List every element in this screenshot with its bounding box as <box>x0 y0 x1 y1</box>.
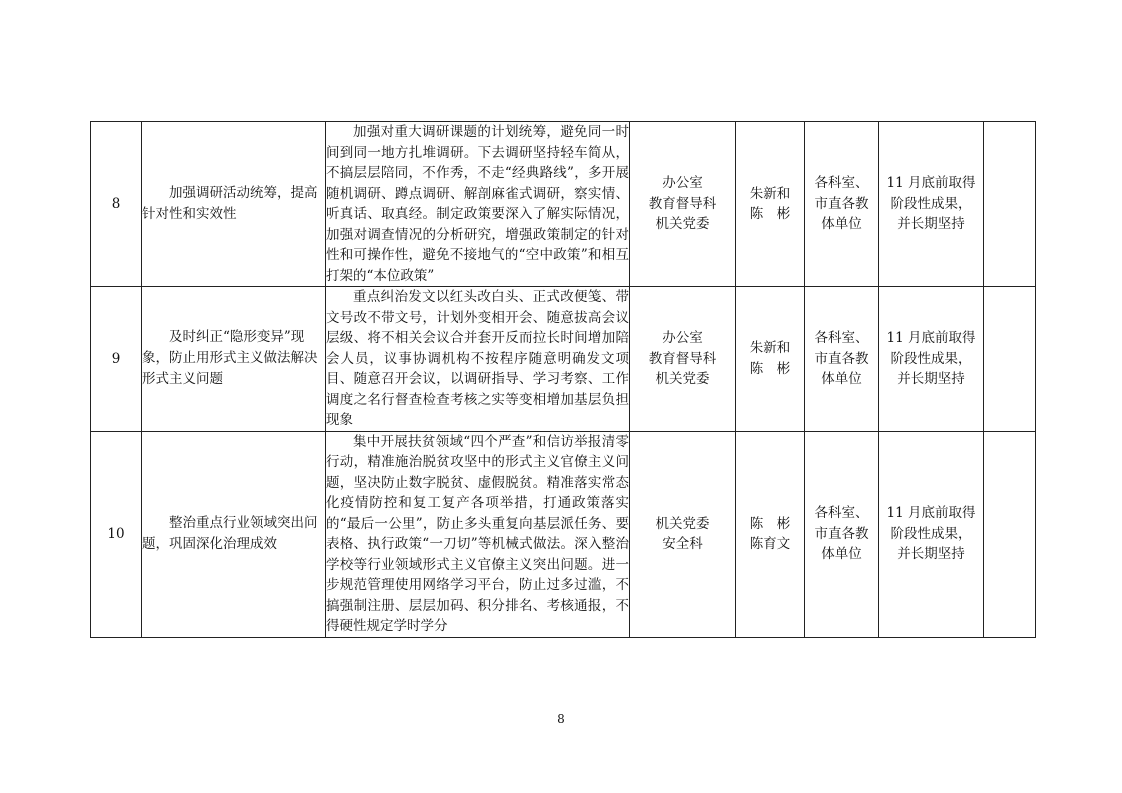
responsible-dept: 机关党委 安全科 <box>630 431 736 637</box>
remark-cell <box>984 287 1036 432</box>
deadline: 11 月底前取得 阶段性成果， 并长期坚持 <box>879 431 984 637</box>
task-item: 及时纠正“隐形变异”现象，防止用形式主义做法解决形式主义问题 <box>142 287 326 432</box>
table-row <box>91 287 1036 432</box>
table-row <box>91 122 1036 287</box>
page-number: 8 <box>557 712 565 726</box>
responsible-leader: 朱新和 陈 彬 <box>736 122 805 287</box>
implementing-units: 各科室、 市直各教 体单位 <box>805 287 879 432</box>
implementing-units: 各科室、 市直各教 体单位 <box>805 431 879 637</box>
implementing-units: 各科室、 市直各教 体单位 <box>805 122 879 287</box>
responsible-leader: 陈 彬 陈育文 <box>736 431 805 637</box>
row-number: 9 <box>91 287 142 432</box>
deadline: 11 月底前取得 阶段性成果， 并长期坚持 <box>879 122 984 287</box>
task-measure: 加强对重大调研课题的计划统筹，避免同一时间到同一地方扎堆调研。下去调研坚持轻车简从，不搞层层陪同，不作秀，不走“经典路线”，多开展随机调研、蹲点调研、解剖麻雀式调研，察实情、听真话、取真经。制定政策要深入了解实际情况，加强对调查情况的分析研究，增强政策制定的针对性和可操作性，避免不接地气的“空中政策”和相互打架的“本位政策” <box>326 122 630 287</box>
task-item: 加强调研活动统筹，提高针对性和实效性 <box>142 122 326 287</box>
deadline: 11 月底前取得 阶段性成果， 并长期坚持 <box>879 287 984 432</box>
remark-cell <box>984 431 1036 637</box>
responsible-dept: 办公室 教育督导科 机关党委 <box>630 287 736 432</box>
remark-cell <box>984 122 1036 287</box>
task-measure: 集中开展扶贫领域“四个严查”和信访举报清零行动，精准施治脱贫攻坚中的形式主义官僚主义问题，坚决防止数字脱贫、虚假脱贫。精准落实常态化疫情防控和复工复产各项举措，打通政策落实的“最后一公里”，防止多头重复向基层派任务、要表格、执行政策“一刀切”等机械式做法。深入整治学校等行业领域形式主义官僚主义突出问题。进一步规范管理使用网络学习平台，防止过多过滥，不搞强制注册、层层加码、积分排名、考核通报，不得硬性规定学时学分 <box>326 431 630 637</box>
responsible-leader: 朱新和 陈 彬 <box>736 287 805 432</box>
row-number: 8 <box>91 122 142 287</box>
responsible-dept: 办公室 教育督导科 机关党委 <box>630 122 736 287</box>
table-row <box>91 431 1036 637</box>
work-table <box>90 121 1036 638</box>
task-item: 整治重点行业领域突出问题，巩固深化治理成效 <box>142 431 326 637</box>
row-number: 10 <box>91 431 142 637</box>
task-measure: 重点纠治发文以红头改白头、正式改便笺、带文号改不带文号，计划外变相开会、随意拔高会议层级、将不相关会议合并套开反而拉长时间增加陪会人员，议事协调机构不按程序随意明确发文项目、随意召开会议，以调研指导、学习考察、工作调度之名行督查检查考核之实等变相增加基层负担现象 <box>326 287 630 432</box>
